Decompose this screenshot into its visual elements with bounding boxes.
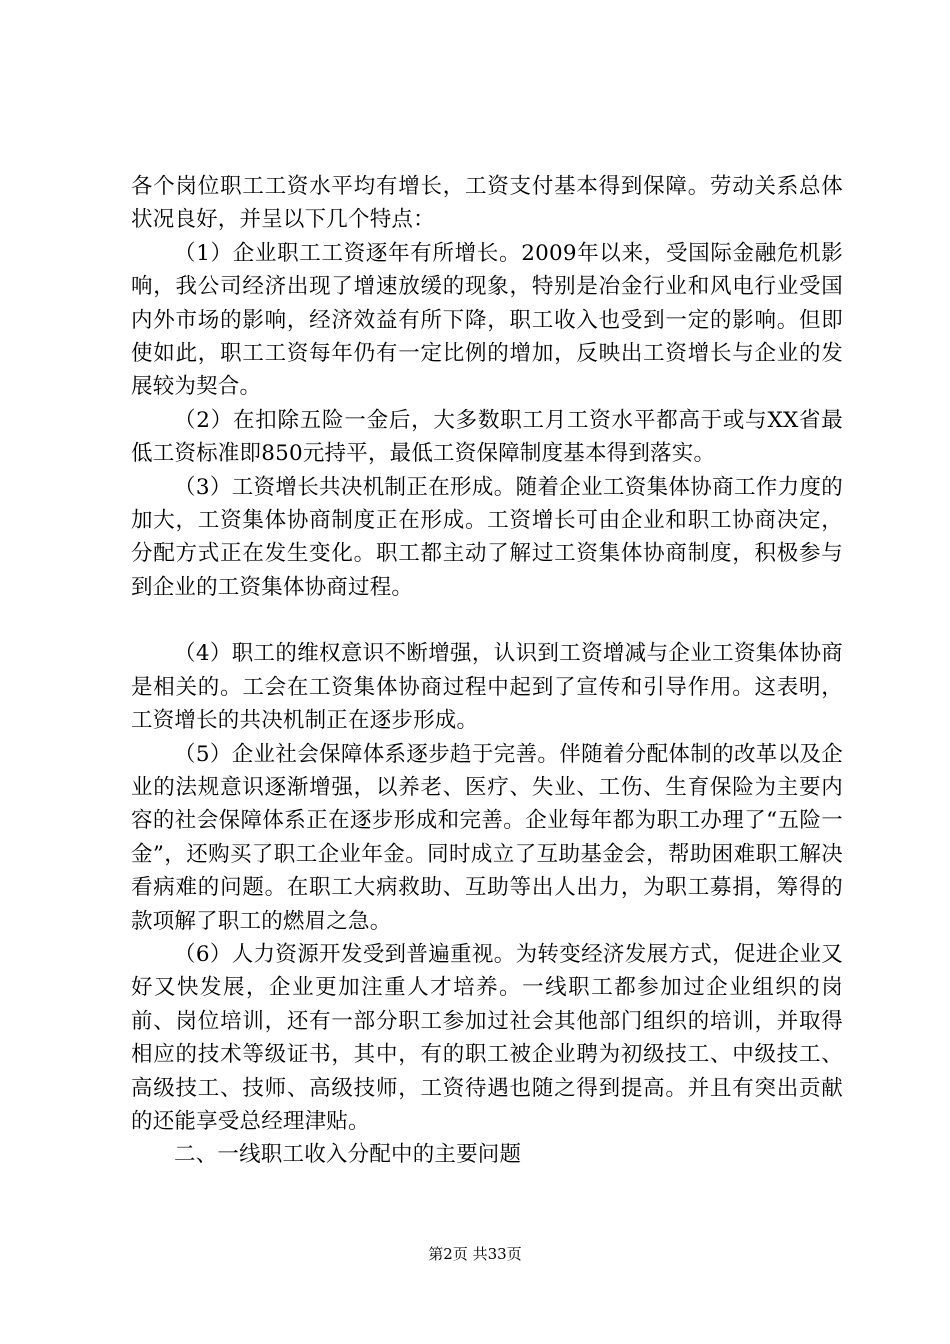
paragraph-point-3: （3）工资增长共决机制正在形成。随着企业工资集体协商工作力度的加大，工资集体协商制度正在形成。工资增长可由企业和职工协商决定，分配方式正在发生变化。职工都主动了解过工资集体协商制度，积极参与到企业的工资集体协商过程。	[131, 474, 843, 600]
page-number-label: 第2页 共33页	[428, 1245, 522, 1263]
paragraph-point-2: （2）在扣除五险一金后，大多数职工月工资水平都高于或与XX省最低工资标准即850元持平，最低工资保障制度基本得到落实。	[131, 407, 843, 467]
paragraph-intro-continuation: 各个岗位职工工资水平均有增长，工资支付基本得到保障。劳动关系总体状况良好，并呈以下几个特点：	[131, 174, 843, 233]
document-body	[131, 170, 843, 1172]
paragraph-point-5: （5）企业社会保障体系逐步趋于完善。伴随着分配体制的改革以及企业的法规意识逐渐增强，以养老、医疗、失业、工伤、生育保险为主要内容的社会保障体系正在逐步形成和完善。企业每年都为职工办理了“五险一金”，还购买了职工企业年金。同时成立了互助基金会，帮助困难职工解决看病难的问题。在职工大病救助、互助等出人出力，为职工募捐，筹得的款项解了职工的燃眉之急。	[131, 741, 843, 934]
paragraph-point-6: （6）人力资源开发受到普遍重视。为转变经济发展方式，促进企业又好又快发展，企业更加注重人才培养。一线职工都参加过企业组织的岗前、岗位培训，还有一部分职工参加过社会其他部门组织的培训，并取得相应的技术等级证书，其中，有的职工被企业聘为初级技工、中级技工、高级技工、技师、高级技师，工资待遇也随之得到提高。并且有突出贡献的还能享受总经理津贴。	[131, 941, 843, 1134]
paragraph-point-4: （4）职工的维权意识不断增强，认识到工资增减与企业工资集体协商是相关的。工会在工资集体协商过程中起到了宣传和引导作用。这表明，工资增长的共决机制正在逐步形成。	[131, 641, 843, 734]
paragraph-point-1: （1）企业职工工资逐年有所增长。2009年以来，受国际金融危机影响，我公司经济出现了增速放缓的现象，特别是冶金行业和风电行业受国内外市场的影响，经济效益有所下降，职工收入也受到一定的影响。但即使如此，职工工资每年仍有一定比例的增加，反映出工资增长与企业的发展较为契合。	[131, 240, 843, 400]
page-footer	[0, 1244, 950, 1264]
section-heading-2: 二、一线职工收入分配中的主要问题	[174, 1142, 522, 1168]
